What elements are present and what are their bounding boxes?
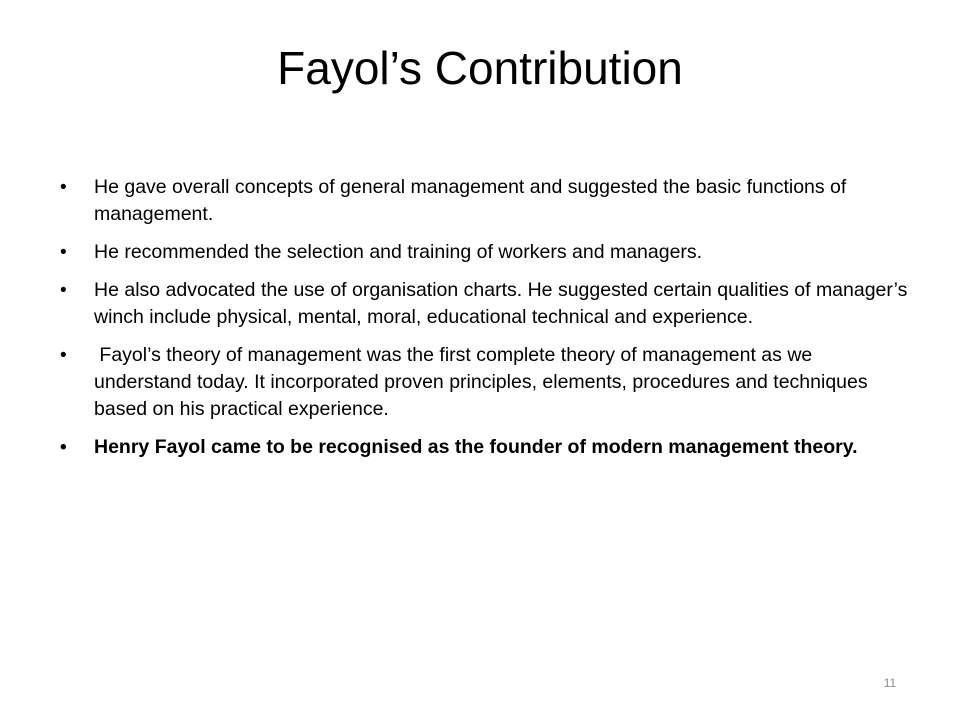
bullet-icon: • xyxy=(60,242,67,263)
bullet-text: He recommended the selection and training of workers and managers. xyxy=(94,241,703,263)
bullet-icon: • xyxy=(60,177,67,198)
bullet-list xyxy=(60,174,910,472)
bullet-item xyxy=(60,174,910,228)
bullet-icon: • xyxy=(60,345,67,366)
bullet-item-emphasis xyxy=(60,434,910,461)
bullet-icon: • xyxy=(60,437,67,458)
bullet-text: Henry Fayol came to be recognised as the founder of modern management theory. xyxy=(94,436,858,458)
bullet-icon: • xyxy=(60,280,67,301)
bullet-item xyxy=(60,239,910,266)
bullet-text: He gave overall concepts of general management and suggested the basic functions of management. xyxy=(94,176,847,225)
bullet-item xyxy=(60,342,910,423)
slide-number: 11 xyxy=(883,676,897,690)
bullet-text: Fayol’s theory of management was the first complete theory of management as we understand today. It incorporated proven principles, elements, procedures and techniques based on his practical experience. xyxy=(94,344,874,420)
bullet-item xyxy=(60,277,910,331)
slide-title: Fayol’s Contribution xyxy=(277,42,683,94)
bullet-text: He also advocated the use of organisation charts. He suggested certain qualities of manager’s winch include physical, mental, moral, educational technical and experience. xyxy=(94,279,908,328)
